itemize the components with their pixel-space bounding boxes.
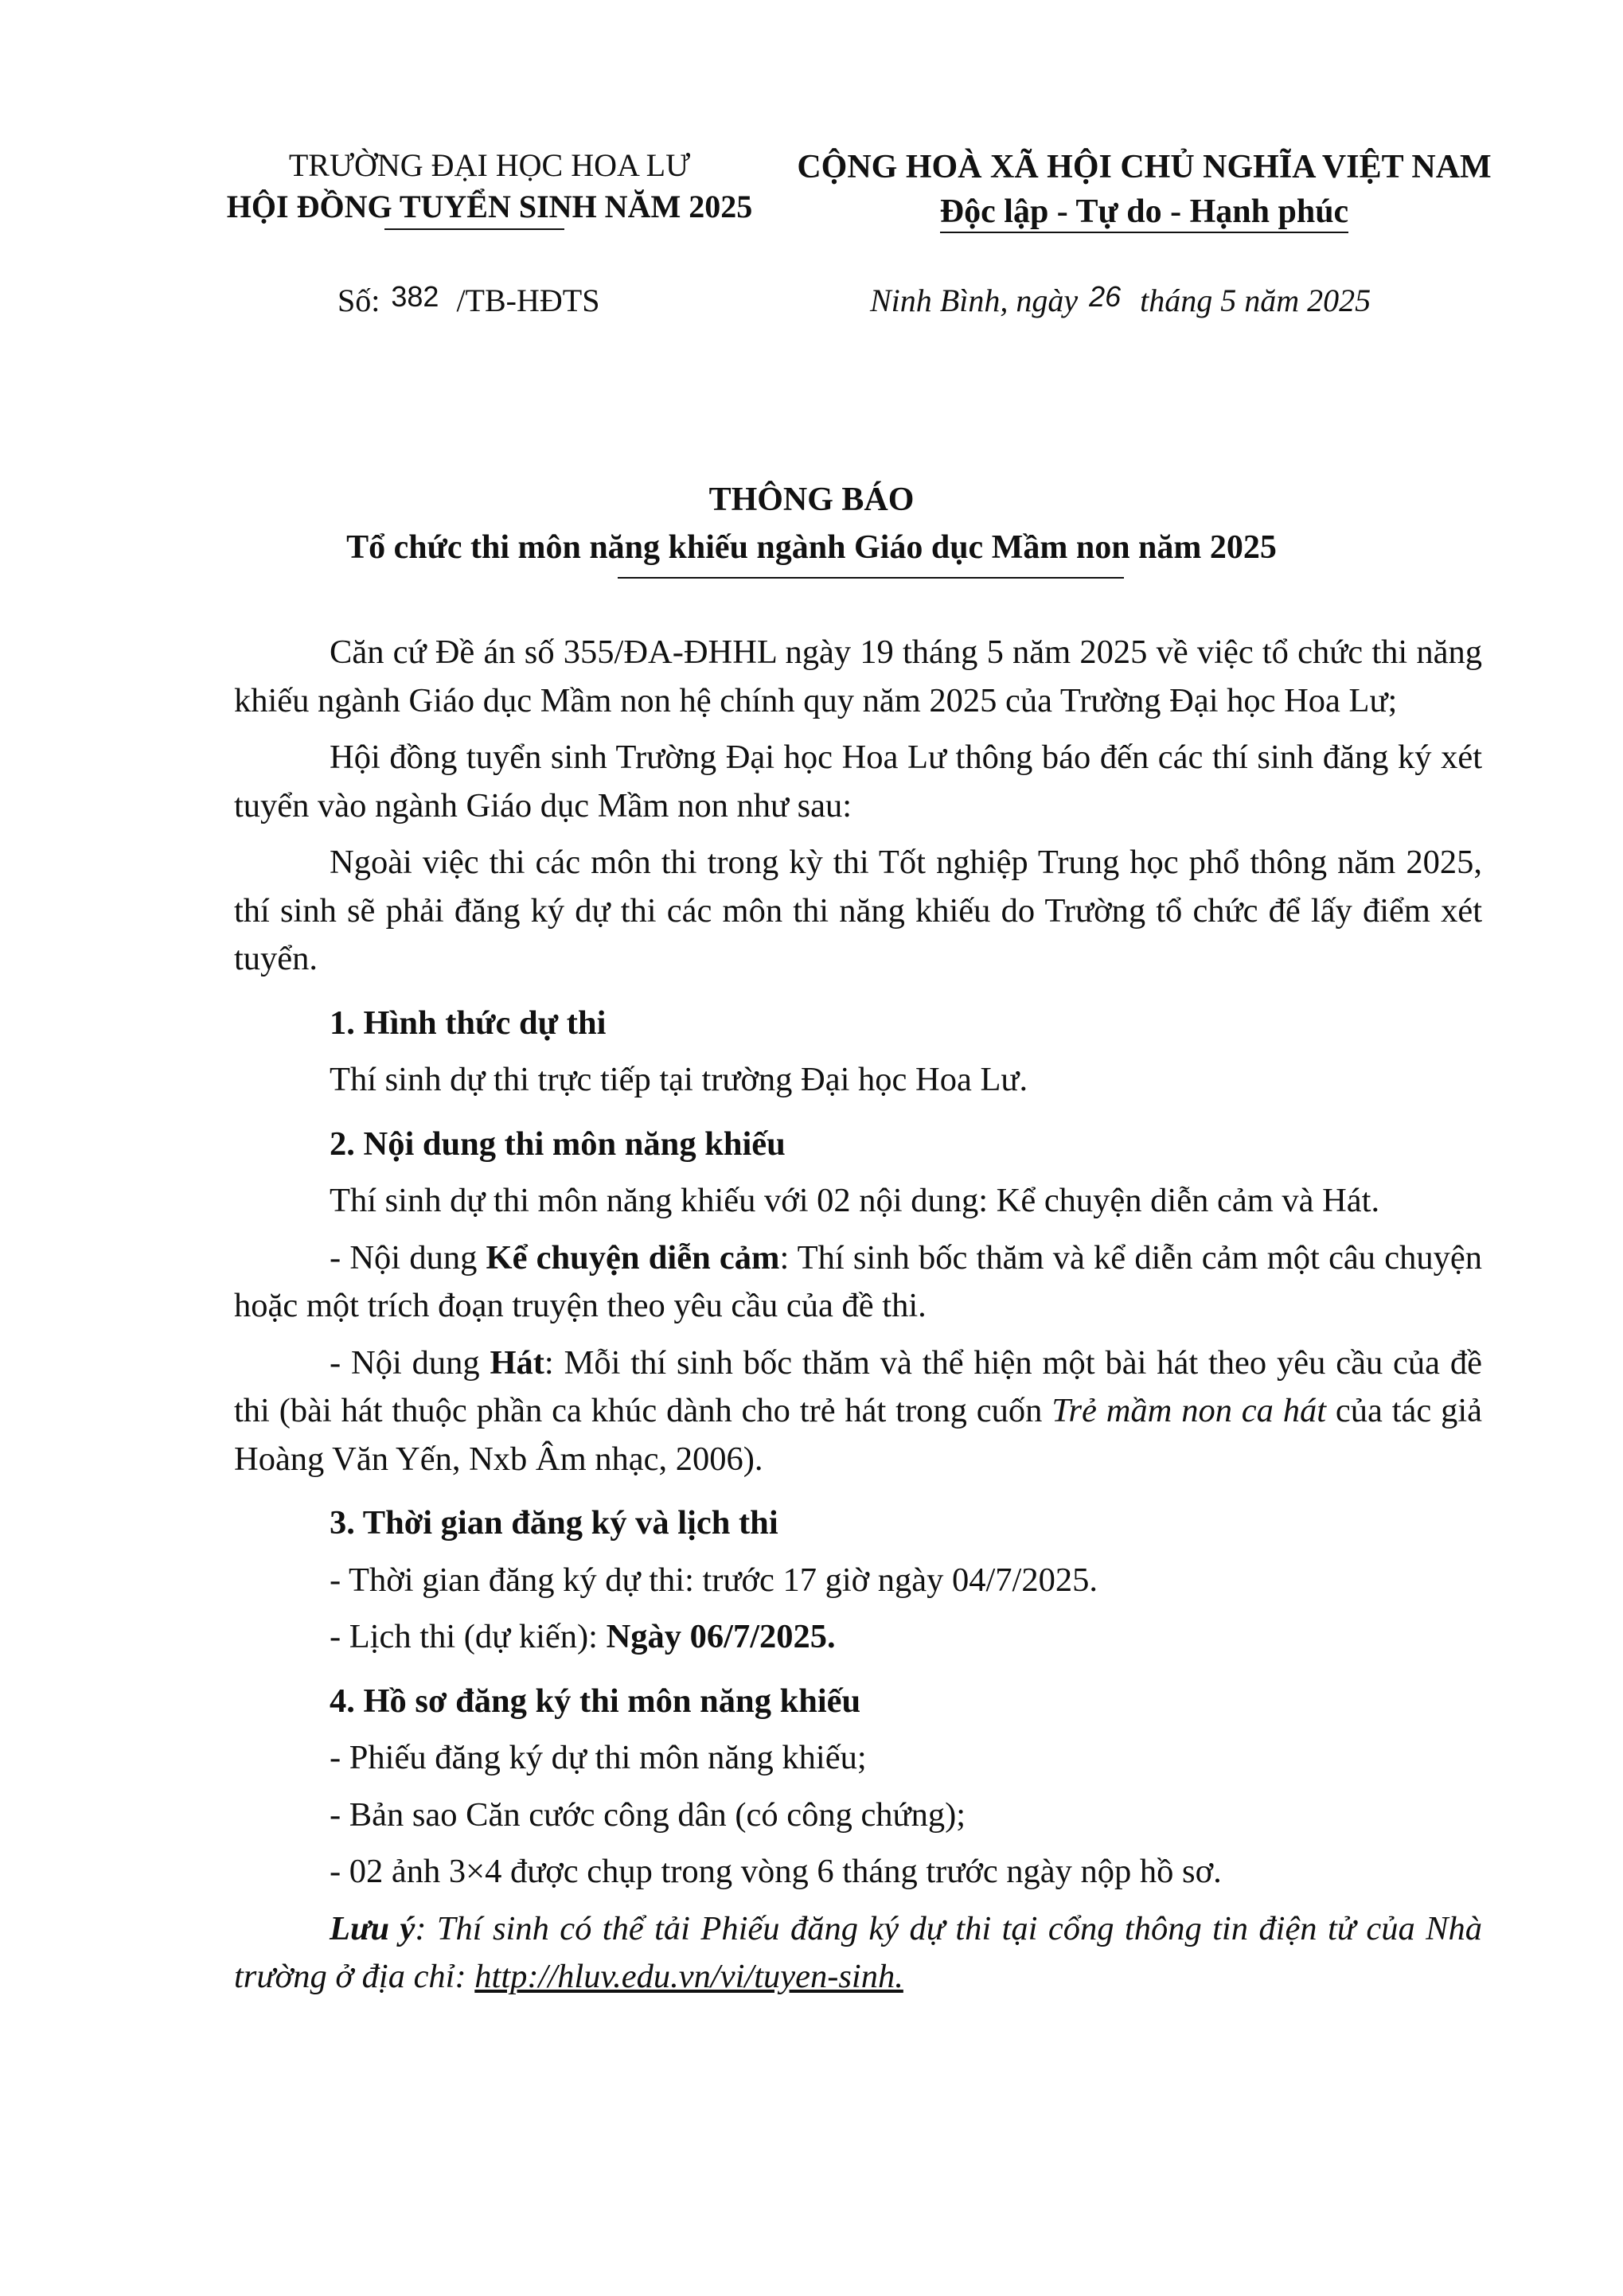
org-parent-name: TRƯỜNG ĐẠI HỌC HOA LƯ (288, 147, 691, 183)
section-text: Thí sinh dự thi trực tiếp tại trường Đại học Hoa Lư. (330, 1061, 1028, 1098)
national-header (760, 145, 1528, 234)
intro-paragraph: Căn cứ Đề án số 355/ĐA-ĐHHL ngày 19 tháng 5 năm 2025 về việc tổ chức thi năng khiếu ngành Giáo dục Mầm non hệ chính quy năm 2025 của Trường Đại học Hoa Lư; (234, 633, 1482, 719)
item-prefix: - Nội dung (330, 1343, 490, 1382)
date-suffix: tháng 5 năm 2025 (1140, 283, 1371, 318)
country-name: CỘNG HOÀ XÃ HỘI CHỦ NGHĨA VIỆT NAM (797, 149, 1492, 185)
section-heading-documents: 4. Hồ sơ đăng ký thi môn năng khiếu (330, 1682, 861, 1720)
document-body (234, 629, 1482, 2010)
exam-date-label: - Lịch thi (dự kiến): (330, 1618, 607, 1655)
doc-no-value: 382 (391, 280, 439, 313)
intro-paragraph: Hội đồng tuyển sinh Trường Đại học Hoa Lư thông báo đến các thí sinh đăng ký xét tuyển vào ngành Giáo dục Mầm non như sau: (234, 739, 1482, 824)
doc-no-suffix: /TB-HĐTS (456, 283, 600, 318)
content-item-storytelling (234, 1234, 1482, 1331)
intro-paragraph: Ngoài việc thi các môn thi trong kỳ thi Tốt nghiệp Trung học phổ thông năm 2025, thí sinh sẽ phải đăng ký dự thi các môn thi năng khiếu do Trường tổ chức để lấy điểm xét tuyển. (234, 844, 1482, 977)
item-prefix: - Nội dung (330, 1238, 486, 1277)
item-bold-term: Hát (490, 1343, 544, 1382)
registration-link[interactable]: http://hluv.edu.vn/vi/tuyen-sinh. (474, 1958, 903, 1995)
schedule-exam-date (234, 1613, 1482, 1662)
date-prefix: Ninh Bình, ngày (870, 283, 1079, 318)
doc-type-heading: THÔNG BÁO (708, 481, 915, 518)
org-underline-divider (384, 228, 564, 230)
schedule-registration-deadline: - Thời gian đăng ký dự thi: trước 17 giờ ngày 04/7/2025. (330, 1561, 1098, 1599)
section-heading-exam-content: 2. Nội dung thi môn năng khiếu (330, 1125, 786, 1163)
org-council-name: HỘI ĐỒNG TUYỂN SINH NĂM 2025 (226, 189, 753, 224)
place-date (870, 280, 1371, 322)
document-item: - Phiếu đăng ký dự thi môn năng khiếu; (330, 1739, 867, 1776)
section-text: Thí sinh dự thi môn năng khiếu với 02 nội dung: Kể chuyện diễn cảm và Hát. (330, 1182, 1380, 1219)
note-paragraph (234, 1905, 1482, 2002)
doc-subject: Tổ chức thi môn năng khiếu ngành Giáo dục Mầm non năm 2025 (346, 529, 1277, 566)
doc-no-prefix: Số: (337, 283, 380, 318)
document-item: - 02 ảnh 3×4 được chụp trong vòng 6 tháng trước ngày nộp hồ sơ. (330, 1853, 1222, 1890)
item-text: : Mỗi thí sinh bốc thăm và thể hiện một bài hát theo yêu cầu của đề thi (bài hát thuộc phần ca khúc dành cho trẻ hát trong cuốn (234, 1343, 1482, 1429)
item-text: : Thí sinh bốc thăm và kể diễn cảm một câu chuyện hoặc một trích đoạn truyện theo yêu cầu của đề thi. (234, 1238, 1482, 1324)
document-title (0, 476, 1623, 571)
organization-header (203, 145, 776, 228)
document-number (337, 280, 599, 322)
document-item: - Bản sao Căn cước công dân (có công chứng); (330, 1795, 966, 1834)
content-item-singing (234, 1339, 1482, 1484)
item-text-end: của tác giả Hoàng Văn Yến, Nxb Âm nhạc, 2006). (234, 1392, 1482, 1478)
note-label: Lưu ý (330, 1909, 416, 1947)
section-heading-schedule: 3. Thời gian đăng ký và lịch thi (330, 1504, 778, 1542)
title-underline-divider (618, 577, 1124, 579)
book-title: Trẻ mầm non ca hát (1051, 1392, 1327, 1429)
section-heading-exam-form: 1. Hình thức dự thi (330, 1004, 607, 1042)
national-motto: Độc lập - Tự do - Hạnh phúc (940, 192, 1348, 233)
item-bold-term: Kể chuyện diễn cảm (486, 1238, 780, 1277)
exam-date-value: Ngày 06/7/2025. (606, 1618, 836, 1655)
note-text: : Thí sinh có thể tải Phiếu đăng ký dự thi tại cổng thông tin điện tử của Nhà trường ở địa chỉ: (234, 1909, 1482, 1995)
date-day: 26 (1089, 280, 1122, 313)
